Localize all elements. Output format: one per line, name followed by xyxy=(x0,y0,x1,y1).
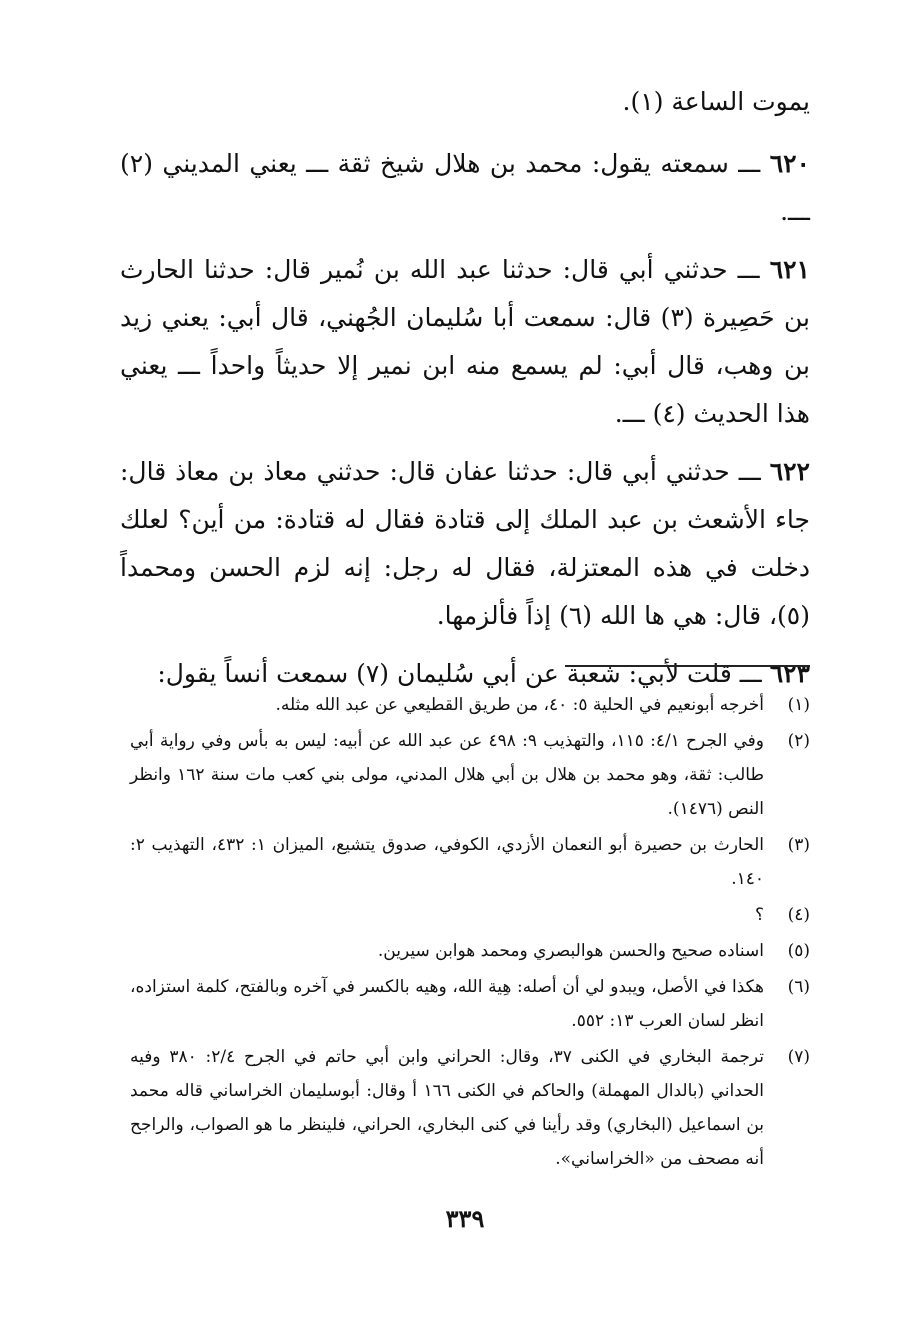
footnote-text: ؟ xyxy=(754,905,764,925)
footnote-3 xyxy=(130,828,810,896)
footnote-number: (١) xyxy=(787,695,810,715)
footnote-6 xyxy=(130,970,810,1038)
footnote-2 xyxy=(130,724,810,826)
book-page xyxy=(120,0,810,1343)
page-number: ٣٣٩ xyxy=(445,1204,485,1233)
paragraph-number: ٦٢٢ xyxy=(769,457,810,486)
main-text xyxy=(120,78,810,708)
footnote-number: (٢) xyxy=(787,731,810,751)
footnote-number: (٣) xyxy=(787,835,810,855)
footnote-text: اسناده صحيح والحسن هوالبصري ومحمد هوابن سيرين. xyxy=(377,941,764,961)
paragraph-621 xyxy=(120,246,810,438)
footnote-text: وفي الجرح ٤/١: ١١٥، والتهذيب ٩: ٤٩٨ عن عبد الله عن أبيه: ليس به بأس وفي رواية أبي طالب: ثقة، وهو محمد بن هلال بن أبي هلال المدني، مولى بني كعب مات سنة ١٦٢ وانظر النص (١٤٧٦). xyxy=(130,731,765,819)
paragraph-text: ـــ سمعته يقول: محمد بن هلال شيخ ثقة ـــ يعني المديني (٢) ـــ. xyxy=(120,149,810,226)
paragraph-text: ـــ حدثني أبي قال: حدثنا عبد الله بن نُمير قال: حدثنا الحارث بن حَصِيرة (٣) قال: سمعت أبا سُليمان الجُهني، قال أبي: يعني زيد بن وهب، قال أبي: لم يسمع منه ابن نمير إلا حديثاً واحداً ـــ يعني هذا الحديث (٤) ـــ. xyxy=(120,255,811,428)
footnote-4 xyxy=(130,898,810,932)
footnote-number: (٤) xyxy=(787,905,810,925)
footnote-number: (٧) xyxy=(787,1047,810,1067)
paragraph-number: ٦٢١ xyxy=(769,255,810,284)
footnote-text: الحارث بن حصيرة أبو النعمان الأزدي، الكوفي، صدوق يتشيع، الميزان ١: ٤٣٢، التهذيب ٢: ١٤٠. xyxy=(130,835,764,889)
footnote-divider xyxy=(565,665,810,667)
footnote-text: أخرجه أبونعيم في الحلية ٥: ٤٠، من طريق القطيعي عن عبد الله مثله. xyxy=(275,695,764,715)
paragraph-text: ـــ قلت لأبي: شعبة عن أبي سُليمان (٧) سمعت أنساً يقول: xyxy=(157,659,762,688)
continuation-line: يموت الساعة (١). xyxy=(622,87,810,116)
footnote-number: (٦) xyxy=(787,977,810,997)
paragraph-620 xyxy=(120,140,810,236)
footnote-text: هكذا في الأصل، ويبدو لي أن أصله: هِية الله، وهيه بالكسر في آخره وبالفتح، كلمة استزاده، انظر لسان العرب ١٣: ٥٥٢. xyxy=(130,977,764,1031)
footnote-number: (٥) xyxy=(787,941,810,961)
paragraph-number: ٦٢٠ xyxy=(769,149,810,178)
paragraph-number: ٦٢٣ xyxy=(769,659,810,688)
paragraph-text: ـــ حدثني أبي قال: حدثنا عفان قال: حدثني معاذ بن معاذ قال: جاء الأشعث بن عبد الملك إلى قتادة فقال له قتادة: من أين؟ لعلك دخلت في هذه المعتزلة، فقال له رجل: إنه لزم الحسن ومحمداً (٥)، قال: هي ها الله (٦) إذاً فألزمها. xyxy=(120,457,810,630)
footnote-5 xyxy=(130,934,810,968)
footnote-1 xyxy=(130,688,810,722)
footnote-text: ترجمة البخاري في الكنى ٣٧، وقال: الحراني وابن أبي حاتم في الجرح ٢/٤: ٣٨٠ وفيه الحداني (بالدال المهملة) والحاكم في الكنى ١٦٦ أ وقال: أبوسليمان الخراساني قاله محمد بن اسماعيل (البخاري) وقد رأينا في كنى البخاري، الحراني، فلينظر ما هو الصواب، والراجح أنه مصحف من «الخراساني». xyxy=(130,1047,765,1169)
footnote-7 xyxy=(130,1040,810,1176)
footnotes xyxy=(130,688,810,1178)
paragraph-622 xyxy=(120,448,810,640)
